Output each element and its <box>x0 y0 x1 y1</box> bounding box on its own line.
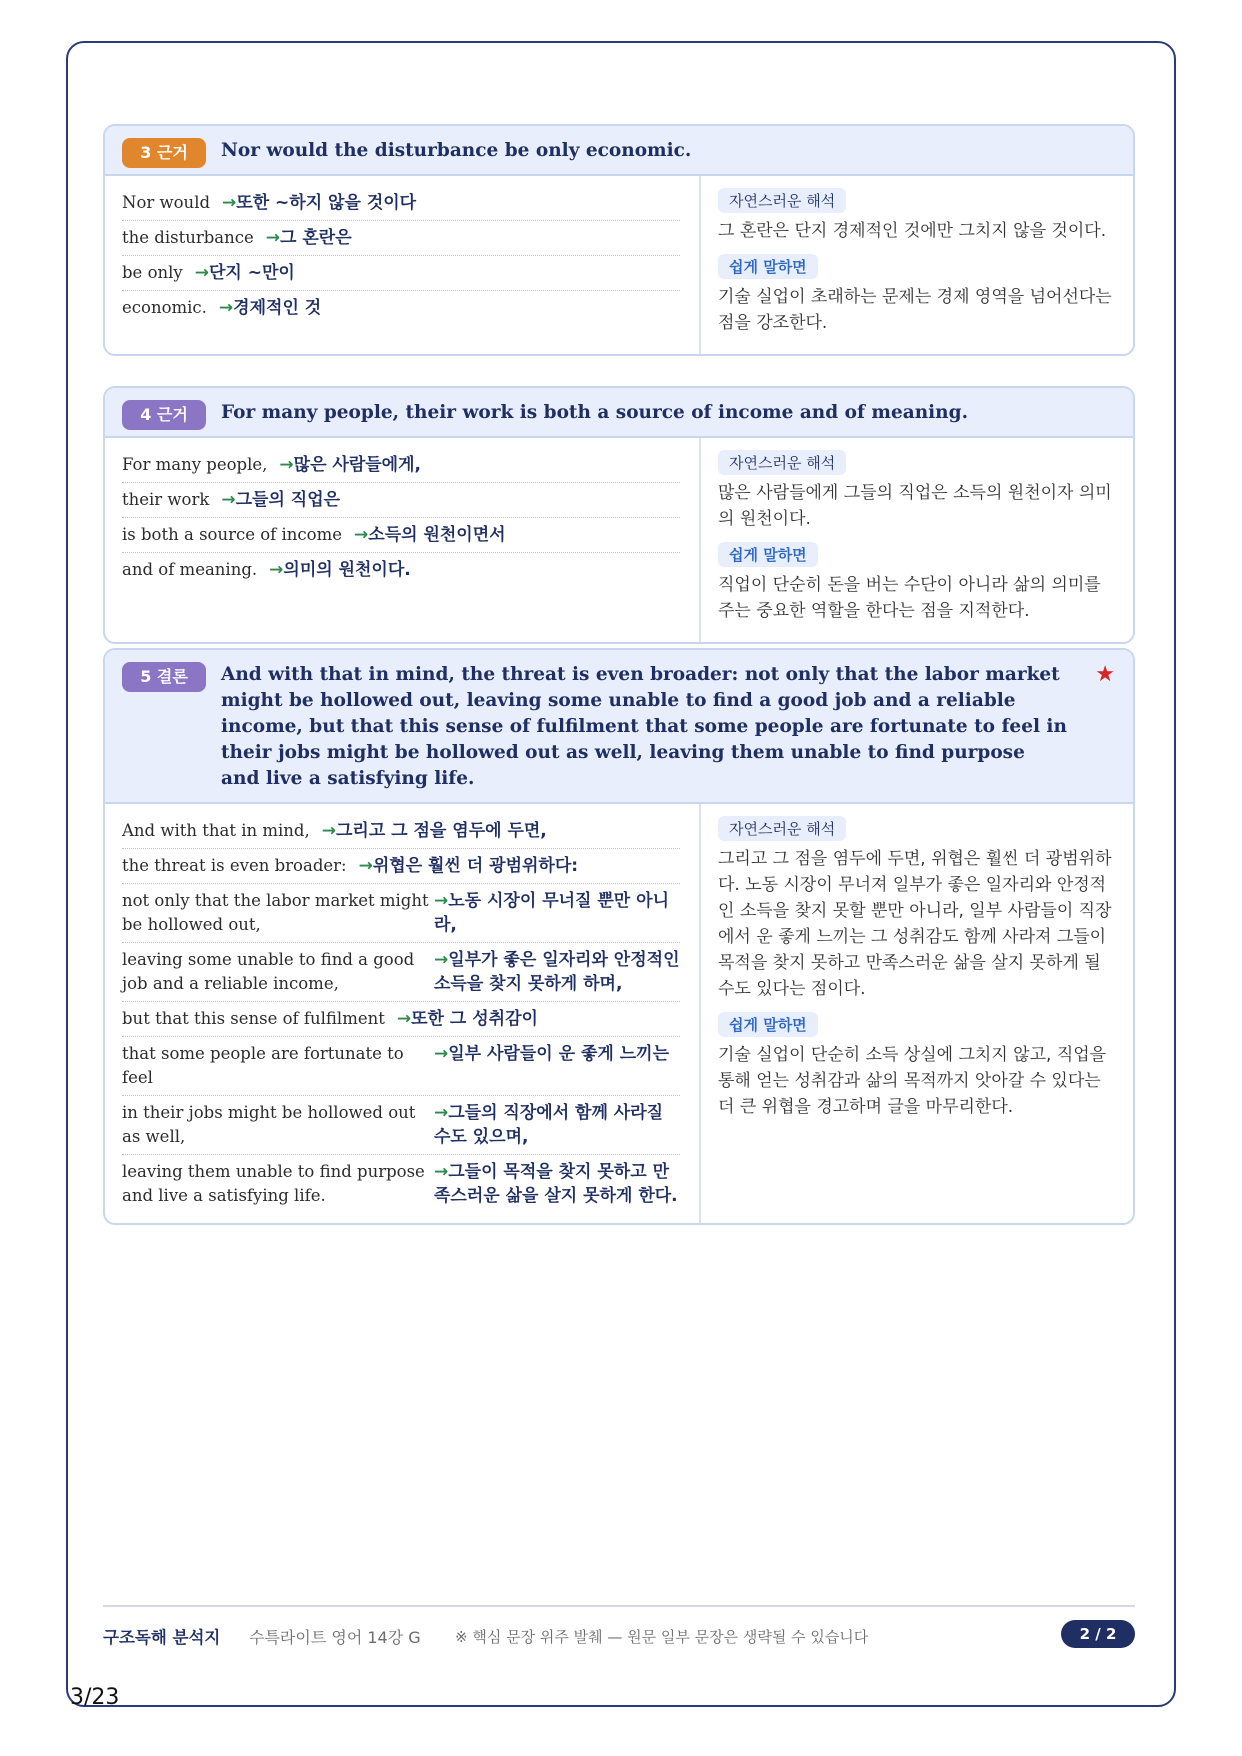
arrow-icon: → <box>218 298 234 318</box>
arrow-icon: → <box>434 1162 449 1182</box>
document-page-index: 3/23 <box>70 1685 120 1710</box>
natural-translation: 많은 사람들에게 그들의 직업은 소득의 원천이자 의미의 원천이다. <box>718 483 1112 529</box>
chunk-english: their work <box>122 490 210 509</box>
footer-brand: 구조독해 분석지 <box>103 1628 221 1647</box>
arrow-icon: → <box>222 193 237 213</box>
chunk-row <box>122 884 680 943</box>
chunk-korean: 그리고 그 점을 염두에 두면, <box>335 821 547 841</box>
chunk-row <box>122 221 680 256</box>
chunk-korean: 소득의 원천이면서 <box>368 525 506 545</box>
chunk-korean: 그들이 목적을 찾지 못하고 만족스러운 삶을 살지 못하게 한다. <box>434 1162 678 1206</box>
chunk-korean: 의미의 원천이다. <box>283 560 411 580</box>
chunk-row <box>122 1155 680 1213</box>
chunk-row <box>122 291 680 325</box>
chunk-korean: 일부 사람들이 운 좋게 느끼는 <box>448 1044 669 1064</box>
easy-explanation: 기술 실업이 단순히 소득 상실에 그치지 않고, 직업을 통해 얻는 성취감과 삶의 목적까지 앗아갈 수 있다는 더 큰 위협을 경고하며 글을 마무리한다. <box>718 1045 1107 1117</box>
natural-label: 자연스러운 해석 <box>718 450 846 475</box>
chunk-korean: 위협은 훨씬 더 광범위하다: <box>372 856 579 876</box>
sentence-badge: 5 결론 <box>122 662 206 692</box>
chunk-row <box>122 1096 680 1155</box>
sentence-badge: 3 근거 <box>122 138 206 168</box>
easy-label: 쉽게 말하면 <box>718 1012 818 1037</box>
easy-explanation: 직업이 단순히 돈을 버는 수단이 아니라 삶의 의미를 주는 중요한 역할을 한다는 점을 지적한다. <box>718 575 1101 621</box>
page-footer <box>103 1605 1135 1657</box>
star-icon: ★ <box>1095 662 1115 687</box>
chunk-korean: 단지 ~만이 <box>208 263 295 283</box>
easy-label: 쉽게 말하면 <box>718 542 818 567</box>
natural-label: 자연스러운 해석 <box>718 188 846 213</box>
analysis-card-4 <box>103 386 1135 644</box>
chunk-row <box>122 814 680 849</box>
chunk-list <box>105 804 701 1223</box>
source-sentence: And with that in mind, the threat is even broader: not only that the labor market might be hollowed out, leaving some unable to find a good job and a reliable income, but that this sense of fulfilment that some people are fortunate to feel in their jobs might be hollowed out as well, leaving them unable to find purpose and live a satisfying life. <box>221 664 1067 789</box>
source-sentence: Nor would the disturbance be only economic. <box>221 140 692 161</box>
arrow-icon: → <box>354 525 369 545</box>
chunk-list <box>105 176 701 354</box>
chunk-row <box>122 1037 680 1096</box>
chunk-korean: 그 혼란은 <box>280 228 352 248</box>
interpretation-panel <box>701 438 1133 642</box>
natural-translation: 그 혼란은 단지 경제적인 것에만 그치지 않을 것이다. <box>718 221 1107 241</box>
chunk-english: and of meaning. <box>122 560 258 579</box>
chunk-english: leaving some unable to find a good job and a reliable income, <box>122 950 415 993</box>
chunk-korean: 일부가 좋은 일자리와 안정적인 소득을 찾지 못하게 하며, <box>434 950 680 994</box>
chunk-korean: 그들의 직장에서 함께 사라질 수도 있으며, <box>434 1103 664 1147</box>
chunk-korean: 노동 시장이 무너질 뿐만 아니라, <box>434 891 669 935</box>
chunk-row <box>122 849 680 884</box>
arrow-icon: → <box>265 228 281 248</box>
arrow-icon: → <box>194 263 209 283</box>
footer-note: ※ 핵심 문장 위주 발췌 — 원문 일부 문장은 생략될 수 있습니다 <box>455 1628 869 1646</box>
natural-label: 자연스러운 해석 <box>718 816 846 841</box>
chunk-row <box>122 518 680 553</box>
interpretation-panel <box>701 176 1133 354</box>
chunk-english: be only <box>122 263 183 282</box>
chunk-row <box>122 448 680 483</box>
page-number-badge: 2 / 2 <box>1061 1620 1135 1648</box>
footer-lesson: 수특라이트 영어 14강 G <box>249 1628 421 1647</box>
chunk-row <box>122 186 680 221</box>
easy-label: 쉽게 말하면 <box>718 254 818 279</box>
chunk-english: is both a source of income <box>122 525 343 544</box>
arrow-icon: → <box>269 560 284 580</box>
card-header <box>105 650 1133 804</box>
chunk-row <box>122 256 680 291</box>
chunk-english: the disturbance <box>122 228 254 247</box>
interpretation-panel <box>701 804 1133 1223</box>
chunk-korean: 많은 사람들에게, <box>293 455 421 475</box>
chunk-english: For many people, <box>122 455 268 474</box>
analysis-card-3 <box>103 124 1135 356</box>
chunk-list <box>105 438 701 642</box>
arrow-icon: → <box>434 1103 449 1123</box>
chunk-row <box>122 483 680 518</box>
chunk-english: the threat is even broader: <box>122 856 347 875</box>
chunk-korean: 또한 ~하지 않을 것이다 <box>236 193 417 213</box>
chunk-english: And with that in mind, <box>122 821 310 840</box>
arrow-icon: → <box>321 821 336 841</box>
chunk-korean: 그들의 직업은 <box>235 490 341 510</box>
arrow-icon: → <box>434 891 449 911</box>
card-header <box>105 126 1133 176</box>
chunk-english: economic. <box>122 298 207 317</box>
chunk-korean: 경제적인 것 <box>233 298 322 318</box>
arrow-icon: → <box>279 455 294 475</box>
chunk-english: in their jobs might be hollowed out as well, <box>122 1103 416 1146</box>
arrow-icon: → <box>434 950 449 970</box>
chunk-english: Nor would <box>122 193 211 212</box>
chunk-korean: 또한 그 성취감이 <box>411 1009 538 1029</box>
card-header <box>105 388 1133 438</box>
chunk-english: leaving them unable to find purpose and live a satisfying life. <box>122 1162 425 1205</box>
chunk-row <box>122 943 680 1002</box>
arrow-icon: → <box>358 856 373 876</box>
sentence-badge: 4 근거 <box>122 400 206 430</box>
chunk-english: that some people are fortunate to feel <box>122 1044 404 1087</box>
chunk-row <box>122 1002 680 1037</box>
chunk-english: not only that the labor market might be hollowed out, <box>122 891 429 934</box>
arrow-icon: → <box>434 1044 449 1064</box>
source-sentence: For many people, their work is both a source of income and of meaning. <box>221 402 969 423</box>
arrow-icon: → <box>221 490 236 510</box>
chunk-english: but that this sense of fulfilment <box>122 1009 385 1028</box>
natural-translation: 그리고 그 점을 염두에 두면, 위협은 훨씬 더 광범위하다. 노동 시장이 무너져 일부가 좋은 일자리와 안정적인 소득을 찾지 못할 뿐만 아니라, 일부 사람들이 직장에서 운 좋게 느끼는 그 성취감도 함께 사라져 그들이 목적을 찾지 못하고 만족스러운 삶을 살지 못하게 될 수도 있다는 점이다. <box>718 849 1112 999</box>
arrow-icon: → <box>396 1009 412 1029</box>
chunk-row <box>122 553 680 587</box>
easy-explanation: 기술 실업이 초래하는 문제는 경제 영역을 넘어선다는 점을 강조한다. <box>718 287 1112 333</box>
analysis-card-5 <box>103 648 1135 1225</box>
